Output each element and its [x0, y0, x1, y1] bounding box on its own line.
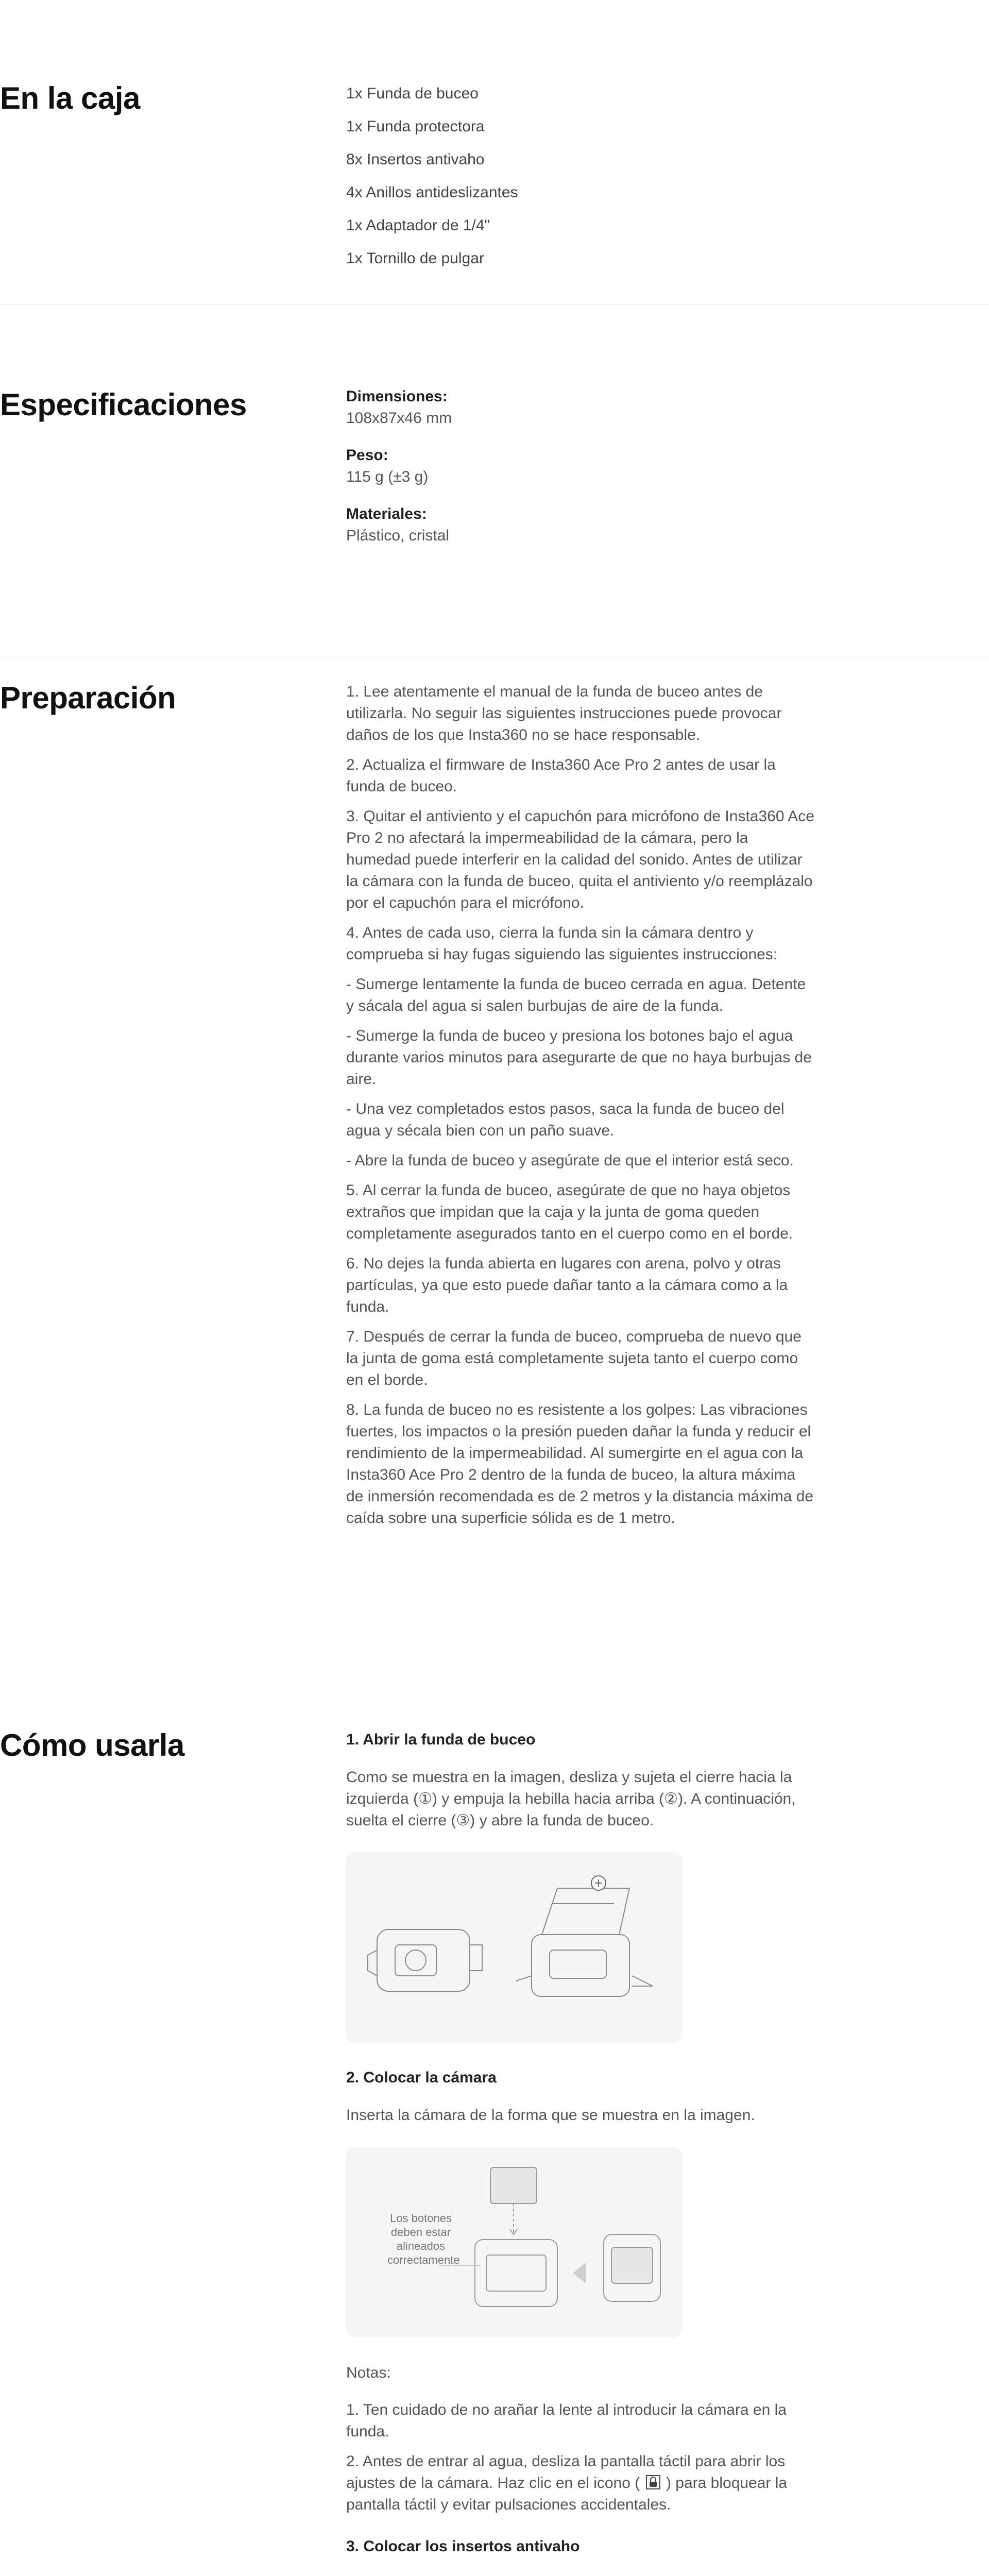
box-item: 1x Tornillo de pulgar — [346, 250, 484, 267]
prep-paragraph: - Abre la funda de buceo y asegúrate de que el interior está seco. — [346, 1152, 794, 1169]
prep-paragraph: 7. Después de cerrar la funda de buceo, comprueba de nuevo que la junta de goma está completamente sujeta tanto el cuerpo como en el borde. — [346, 1328, 802, 1388]
step2-text: Inserta la cámara de la forma que se muestra en la imagen. — [346, 2107, 755, 2124]
step2-note-part: 2. Antes de entrar al agua, desliza la pantalla táctil para abrir los ajustes de la cámara. Haz clic en el icono ( — [346, 2453, 786, 2492]
prep-paragraph: 8. La funda de buceo no es resistente a los golpes: Las vibraciones fuertes, los impactos o la presión pueden dañar la funda y reducir el rendimiento de la impermeabilidad. Al sumergirte en el agua con la Insta360 Ace Pro 2 dentro de la funda de buceo, la altura máxima de inmersión recomendada es de 2 metros y la distancia máxima de caída sobre una superficie sólida es de 1 metro. — [346, 1401, 814, 1527]
usage-section — [0, 1688, 989, 2576]
usage-title: Cómo usarla — [0, 1728, 184, 1762]
prep-paragraph: - Una vez completados estos pasos, saca la funda de buceo del agua y sécala bien con un paño suave. — [346, 1100, 785, 1139]
step2-figure — [346, 2147, 682, 2337]
prep-paragraph: - Sumerge la funda de buceo y presiona los botones bajo el agua durante varios minutos para asegurarte de que no haya burbujas de aire. — [346, 1027, 812, 1088]
prep-paragraph: 5. Al cerrar la funda de buceo, asegúrate de que no haya objetos extraños que impidan que la caja y la junta de goma queden completamente asegurados tanto en el cuerpo como en el borde. — [346, 1182, 793, 1242]
box-list — [346, 77, 810, 275]
step2-title: 2. Colocar la cámara — [346, 2069, 497, 2086]
specs-title: Especificaciones — [0, 387, 247, 422]
step2-note: 1. Ten cuidado de no arañar la lente al introducir la cámara en la funda. — [346, 2401, 787, 2440]
box-item: 8x Insertos antivaho — [346, 151, 485, 168]
prep-paragraph: 1. Lee atentamente el manual de la funda de buceo antes de utilizarla. No seguir las siguientes instrucciones puede provocar daños de los que Insta360 no se hace responsable. — [346, 683, 782, 743]
usage-steps — [346, 1730, 810, 2576]
open-case-illustration — [346, 1852, 682, 2043]
specs-list — [346, 386, 810, 562]
step3-title: 3. Colocar los insertos antivaho — [346, 2538, 580, 2555]
step1-text: Como se muestra en la imagen, desliza y sujeta el cierre hacia la izquierda (①) y empuja la hebilla hacia arriba (②). A continuación, suelta el cierre (③) y abre la funda de buceo. — [346, 1769, 796, 1829]
box-section — [0, 0, 989, 304]
specs-section — [0, 304, 989, 656]
box-title: En la caja — [0, 81, 140, 115]
prep-paragraph: 4. Antes de cada uso, cierra la funda sin la cámara dentro y comprueba si hay fugas siguiendo las siguientes instrucciones: — [346, 924, 778, 963]
prep-paragraph: 6. No dejes la funda abierta en lugares con arena, polvo y otras partículas, ya que esto puede dañar tanto a la cámara como a la funda. — [346, 1255, 788, 1315]
step2-note-part: ) para bloquear la pantalla táctil y evitar pulsaciones accidentales. — [346, 2475, 788, 2513]
prep-paragraphs — [346, 681, 815, 1537]
step3-text — [346, 2573, 810, 2576]
spec-value: 108x87x46 mm — [346, 410, 452, 427]
box-item: 1x Funda de buceo — [346, 85, 479, 102]
spec-label: Dimensiones: — [346, 388, 448, 405]
spec-value: Plástico, cristal — [346, 527, 450, 544]
step2-note — [346, 2451, 810, 2516]
prep-paragraph: 2. Actualiza el firmware de Insta360 Ace Pro 2 antes de usar la funda de buceo. — [346, 756, 776, 795]
prep-paragraph: - Sumerge lentamente la funda de buceo cerrada en agua. Detente y sácala del agua si salen burbujas de aire de la funda. — [346, 976, 806, 1014]
box-item: 1x Funda protectora — [346, 118, 485, 135]
step1-figure — [346, 1852, 682, 2043]
step2-figure-caption: Los botones deben estar alineados correctamente — [387, 2212, 460, 2266]
lock-screen-icon — [644, 2475, 662, 2490]
spec-label: Peso: — [346, 447, 388, 464]
box-item: 1x Adaptador de 1/4" — [346, 217, 490, 234]
prep-title: Preparación — [0, 681, 176, 715]
spec-label: Materiales: — [346, 505, 427, 522]
spec-value: 115 g (±3 g) — [346, 468, 429, 485]
step1-title: 1. Abrir la funda de buceo — [346, 1731, 536, 1748]
step2-notes-label: Notas: — [346, 2364, 391, 2381]
box-item: 4x Anillos antideslizantes — [346, 184, 518, 201]
prep-paragraph: 3. Quitar el antiviento y el capuchón para micrófono de Insta360 Ace Pro 2 no afectará la impermeabilidad de la cámara, pero la humedad puede interferir en la calidad del sonido. Antes de utilizar la cámara con la funda de buceo, quita el antiviento y/o reemplázalo por el capuchón para el micrófono. — [346, 808, 814, 911]
prep-section — [0, 656, 989, 1688]
